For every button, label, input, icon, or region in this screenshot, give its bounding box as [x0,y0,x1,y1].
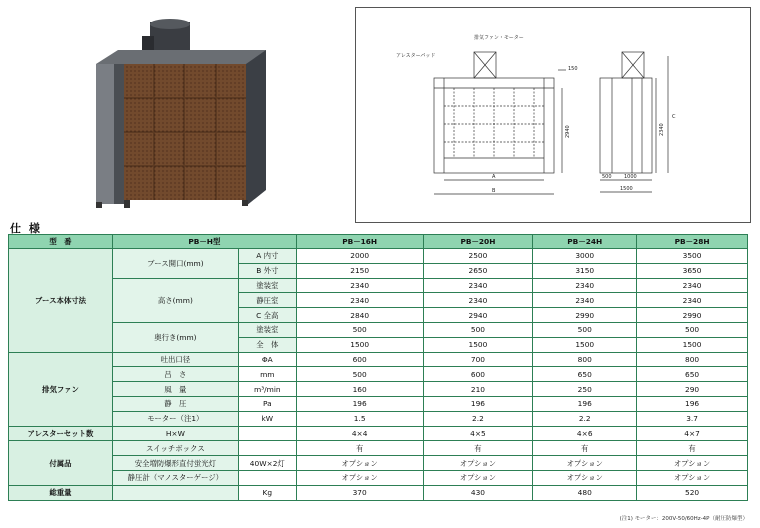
cell: 2.2 [533,411,637,426]
group-body-dimensions: ブース本体寸法 [9,249,113,353]
header-model: 型 番 [9,235,113,249]
cell: 有 [296,441,423,456]
row-label: 静圧計（マノスターゲージ） [112,470,238,485]
cell: 2150 [296,263,423,278]
cell: オプション [637,456,748,471]
cell: 600 [296,352,423,367]
dim-height-front: 2940 [565,125,571,138]
booth-photo [66,10,286,210]
cell: 430 [423,485,533,500]
cell: 196 [423,396,533,411]
spec-table [8,234,748,501]
row-label: スイッチボックス [112,441,238,456]
cell: 700 [423,352,533,367]
row-unit: Pa [238,396,296,411]
drawing-lines [356,8,752,224]
cell: オプション [423,456,533,471]
cell: 3000 [533,249,637,264]
cell: オプション [423,470,533,485]
cell: 290 [637,382,748,397]
cell: 160 [296,382,423,397]
cell: 2340 [637,278,748,293]
cell: 1.5 [296,411,423,426]
table-row [9,456,748,471]
sub-height: 高さ(mm) [112,278,238,322]
cell: 3500 [637,249,748,264]
cell: 2500 [423,249,533,264]
cell: オプション [533,470,637,485]
row-unit [238,426,296,441]
cell: 2340 [296,278,423,293]
cell: オプション [533,456,637,471]
cell: 2340 [637,293,748,308]
row-label: A 内寸 [238,249,296,264]
header-pb28h: PB－28H [637,235,748,249]
cell: 800 [533,352,637,367]
sub-opening: ブース開口(mm) [112,249,238,279]
cell: 2340 [533,293,637,308]
dim-c: C [672,114,676,120]
table-row [9,441,748,456]
cell: 2990 [637,308,748,323]
header-pb16h: PB－16H [296,235,423,249]
cell: 2840 [296,308,423,323]
dim-a: A [492,174,496,180]
table-row [9,411,748,426]
row-label: 塗装室 [238,278,296,293]
cell: 有 [423,441,533,456]
dim-1500: 1500 [620,186,633,192]
cell: 210 [423,382,533,397]
dim-b: B [492,188,496,194]
spec-title: 仕 様 [10,222,42,235]
technical-drawing [355,7,751,223]
row-unit: kW [238,411,296,426]
row-label [112,485,238,500]
cell: 650 [637,367,748,382]
row-unit: Kg [238,485,296,500]
arrester-pad-label: アレスターパッド [396,53,436,59]
table-header-row [9,235,748,249]
cell: 有 [637,441,748,456]
cell: オプション [296,456,423,471]
cell: 3.7 [637,411,748,426]
row-unit [238,470,296,485]
cell: 1500 [423,337,533,352]
cell: 500 [296,322,423,337]
cell: 2340 [423,278,533,293]
table-row [9,352,748,367]
row-label: 静 圧 [112,396,238,411]
cell: 3650 [637,263,748,278]
cell: 196 [296,396,423,411]
cell: 600 [423,367,533,382]
fan-motor-label: 排気ファン・モーター [474,35,524,41]
cell: 2.2 [423,411,533,426]
table-row [9,485,748,500]
group-arrester: アレスターセット数 [9,426,113,441]
cell: 520 [637,485,748,500]
table-row [9,426,748,441]
cell: オプション [296,470,423,485]
dim-500: 500 [602,174,612,180]
row-label: 吕 さ [112,367,238,382]
cell: 4×4 [296,426,423,441]
row-label: モーター（注1） [112,411,238,426]
row-label: 吐出口径 [112,352,238,367]
cell: 4×6 [533,426,637,441]
group-weight: 総重量 [9,485,113,500]
cell: 196 [637,396,748,411]
row-label: 静圧室 [238,293,296,308]
dim-1000: 1000 [624,174,637,180]
cell: 2340 [296,293,423,308]
group-accessories: 付属品 [9,441,113,485]
table-row [9,249,748,264]
cell: 4×7 [637,426,748,441]
row-label: 風 量 [112,382,238,397]
group-exhaust-fan: 排気ファン [9,352,113,426]
cell: 250 [533,382,637,397]
cell: 480 [533,485,637,500]
row-label: C 全高 [238,308,296,323]
row-unit: m³/min [238,382,296,397]
cell: 2000 [296,249,423,264]
row-unit: ΦA [238,352,296,367]
footnote: (注1) モーター：200V-50/60Hz-4P（耐圧防爆型） [619,516,748,522]
row-label: B 外寸 [238,263,296,278]
cell: 2990 [533,308,637,323]
cell: 196 [533,396,637,411]
cell: 1500 [296,337,423,352]
cell: 2650 [423,263,533,278]
cell: 2340 [423,293,533,308]
row-label: 全 体 [238,337,296,352]
row-unit: 40W×2灯 [238,456,296,471]
cell: 1500 [533,337,637,352]
cell: 500 [423,322,533,337]
dim-top: 150 [568,66,578,72]
table-row [9,322,748,337]
cell: 370 [296,485,423,500]
cell: 500 [637,322,748,337]
cell: 2940 [423,308,533,323]
sub-depth: 奥行き(mm) [112,322,238,352]
header-series: PB－H型 [112,235,296,249]
row-label: H×W [112,426,238,441]
row-label: 塗装室 [238,322,296,337]
cell: 3150 [533,263,637,278]
header-pb24h: PB－24H [533,235,637,249]
cell: 500 [533,322,637,337]
table-row [9,396,748,411]
row-unit: mm [238,367,296,382]
cell: 有 [533,441,637,456]
cell: 1500 [637,337,748,352]
dim-height-side: 2340 [659,123,665,136]
cell: 2340 [533,278,637,293]
cell: 800 [637,352,748,367]
cell: 500 [296,367,423,382]
cell: 4×5 [423,426,533,441]
row-label: 安全増防爆形直付蛍光灯 [112,456,238,471]
table-row [9,367,748,382]
header-pb20h: PB－20H [423,235,533,249]
table-row [9,278,748,293]
table-row [9,382,748,397]
table-row [9,470,748,485]
cell: 650 [533,367,637,382]
row-unit [238,441,296,456]
cell: オプション [637,470,748,485]
